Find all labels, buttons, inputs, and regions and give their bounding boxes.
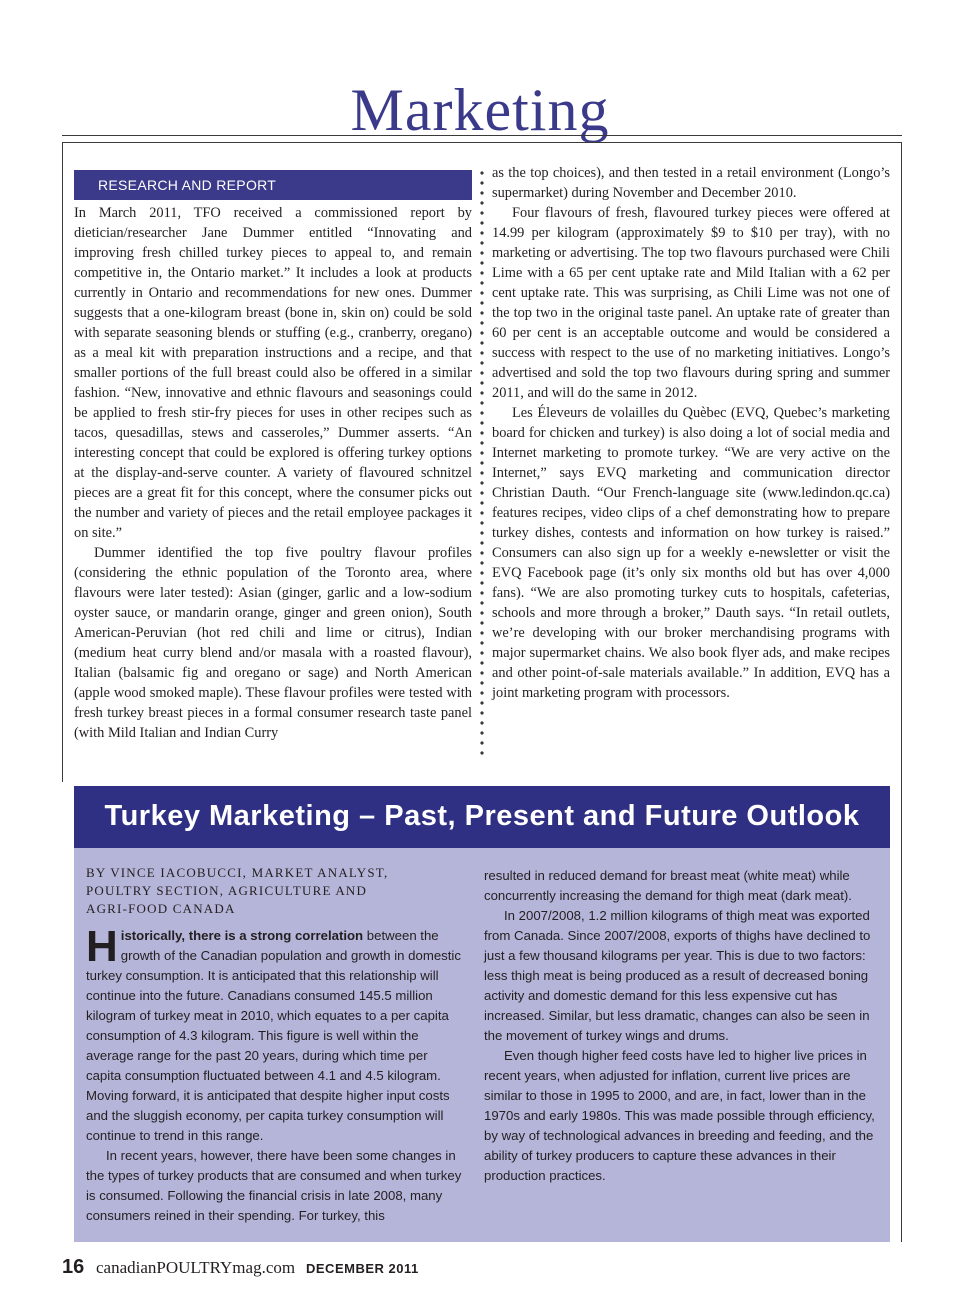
research-right-column xyxy=(492,163,890,703)
research-right-paragraph-3: Les Éleveurs de volailles du Quèbec (EVQ, Quebec’s marketing board for chicken and turkey) is also doing a lot of social media and Internet marketing to promote turkey. “We are very active on the Internet,” says EVQ marketing and communication director Christian Dauth. “Our French-language site (www.ledindon.qc.ca) features recipes, video clips of a chef demonstrating how to prepare turkey dishes, contests and information on how turkey is raised.” Consumers can also sign up for a weekly e-newsletter or visit the EVQ Facebook page (it’s only six months old but has over 4,000 fans). “We are also promoting turkey cuts to hospitals, cafeterias, schools and more through a broker,” Dauth says. “In retail outlets, we’re developing with our broker merchandising programs with major supermarket chains. We also book flyer ads, and make recipes and other point-of-sale materials available.” In addition, EVQ has a joint marketing program with processors. xyxy=(492,405,890,701)
footer-issue-date: DECEMBER 2011 xyxy=(306,1261,419,1276)
research-left-paragraph-1: In March 2011, TFO received a commissioned report by dietician/researcher Jane Dummer entitled “Innovating and improving fresh chilled turkey pieces to appeal to, and remain competitive in, the Ontario market.” It includes a look at products currently in Ontario and recommendations for new ones. Dummer suggests that a one-kilogram breast (bone in, skin on) could be sold with separate seasoning blends or stuffing (e.g., cranberry, oregano) as a meal kit with preparation instructions and a recipe, and that smaller portions of the full breast could also be offered in a similar fashion. “New, innovative and ethnic flavours and seasonings could be applied to fresh stir-fry pieces for uses in other recipes such as tacos, quesadillas, stews and casseroles,” Dummer asserts. “An interesting concept that could be explored is offering turkey options at the display-and-serve counter. A variety of flavoured schnitzel pieces are a great fit for this concept, where the consumer picks out the number and variety of pieces and the retail employee packages it on site.” xyxy=(74,205,472,541)
frame-right-rule xyxy=(901,142,902,1242)
byline-line: BY VINCE IACOBUCCI, MARKET ANALYST, xyxy=(86,865,389,880)
feature-right-paragraph-3: Even though higher feed costs have led to higher live prices in recent years, when adjusted for inflation, current live prices are similar to those in 1995 to 2000, and are, in fact, lower than in the 1970s and early 1980s. This was made possible through efficiency, by way of technological advances in breeding and feeding, and the ability of turkey producers to capture these advances in their production practices. xyxy=(484,1048,875,1183)
feature-left-column xyxy=(86,922,466,1226)
page-number: 16 xyxy=(62,1256,85,1278)
feature-right-column xyxy=(484,866,876,1186)
drop-cap: H xyxy=(86,922,118,971)
feature-byline xyxy=(86,864,446,918)
research-right-paragraph-1: as the top choices), and then tested in a retail environment (Longo’s supermarket) during November and December 2010. xyxy=(492,165,890,201)
research-left-column xyxy=(74,203,472,743)
column-divider-dots xyxy=(480,168,484,758)
frame-top-rule xyxy=(62,142,902,143)
feature-box xyxy=(74,786,890,1242)
feature-title: Turkey Marketing – Past, Present and Future Outlook xyxy=(74,786,890,848)
page-footer xyxy=(62,1254,662,1280)
footer-site-link[interactable]: canadianPOULTRYmag.com xyxy=(96,1258,296,1277)
feature-right-paragraph-1: resulted in reduced demand for breast meat (white meat) while concurrently increasing the demand for thigh meat (dark meat). xyxy=(484,868,852,903)
byline-line: AGRI-FOOD CANADA xyxy=(86,901,236,916)
header-rule xyxy=(62,135,902,136)
section-title: Marketing xyxy=(350,77,610,143)
feature-right-paragraph-2: In 2007/2008, 1.2 million kilograms of thigh meat was exported from Canada. Since 2007/2008, exports of thighs have declined to just a few thousand kilograms per year. This is due to two factors: less thigh meat is being produced as a result of decreased boning activity and domestic demand for this less expensive cut has increased. Similar, but less dramatic, changes can also be seen in the movement of turkey wings and drums. xyxy=(484,908,871,1043)
feature-lead-paragraph xyxy=(86,922,466,1146)
lead-text: between the growth of the Canadian population and growth in domestic turkey consumption. It is anticipated that this relationship will continue into the future. Canadians consumed 145.5 million kilogram of turkey meat in 2010, which equates to a per capita consumption of 4.3 kilogram. This figure is well within the average range for the past 20 years, during which time per capita consumption fluctuated between 4.1 and 4.5 kilogram. Moving forward, it is anticipated that despite higher input costs and the sluggish economy, per capita turkey consumption will continue to trend in this range. xyxy=(86,928,461,1143)
feature-left-paragraph-2: In recent years, however, there have been some changes in the types of turkey products that are consumed and when turkey is consumed. Following the financial crisis in late 2008, many consumers reined in their spending. For turkey, this xyxy=(86,1148,462,1223)
byline-line: POULTRY SECTION, AGRICULTURE AND xyxy=(86,883,368,898)
research-left-paragraph-2: Dummer identified the top five poultry flavour profiles (considering the ethnic population of the Toronto area, where flavours were later tested): Asian (ginger, garlic and a low-sodium oyster sauce, or mandarin orange, ginger and green onion), South American-Peruvian (hot red chili and lime or citrus), Indian (medium heat curry blend and/or masala with a roasted flavour), Italian (balsamic fig and oregano or sage) and North American (apple wood smoked maple). These flavour profiles were tested with fresh turkey breast pieces in a formal consumer research taste panel (with Mild Italian and Indian Curry xyxy=(74,545,472,741)
research-section-label: RESEARCH AND REPORT xyxy=(74,170,472,200)
frame-left-rule xyxy=(62,142,63,782)
lead-bold-text: istorically, there is a strong correlation xyxy=(120,928,364,943)
research-right-paragraph-2: Four flavours of fresh, flavoured turkey pieces were offered at 14.99 per kilogram (approximately $9 to $10 per tray), with no marketing or advertising. The top two flavours purchased were Chili Lime with a 65 per cent uptake rate and Mild Italian with a 62 per cent uptake rate. This was surprising, as Chili Lime was not one of the top two in the original taste panel. An uptake rate of greater than 60 per cent is an acceptable outcome and would be considered a success with respect to the use of no marketing initiatives. Longo’s advertised and sold the top two flavours during spring and summer 2011, and will do the same in 2012. xyxy=(492,205,890,401)
